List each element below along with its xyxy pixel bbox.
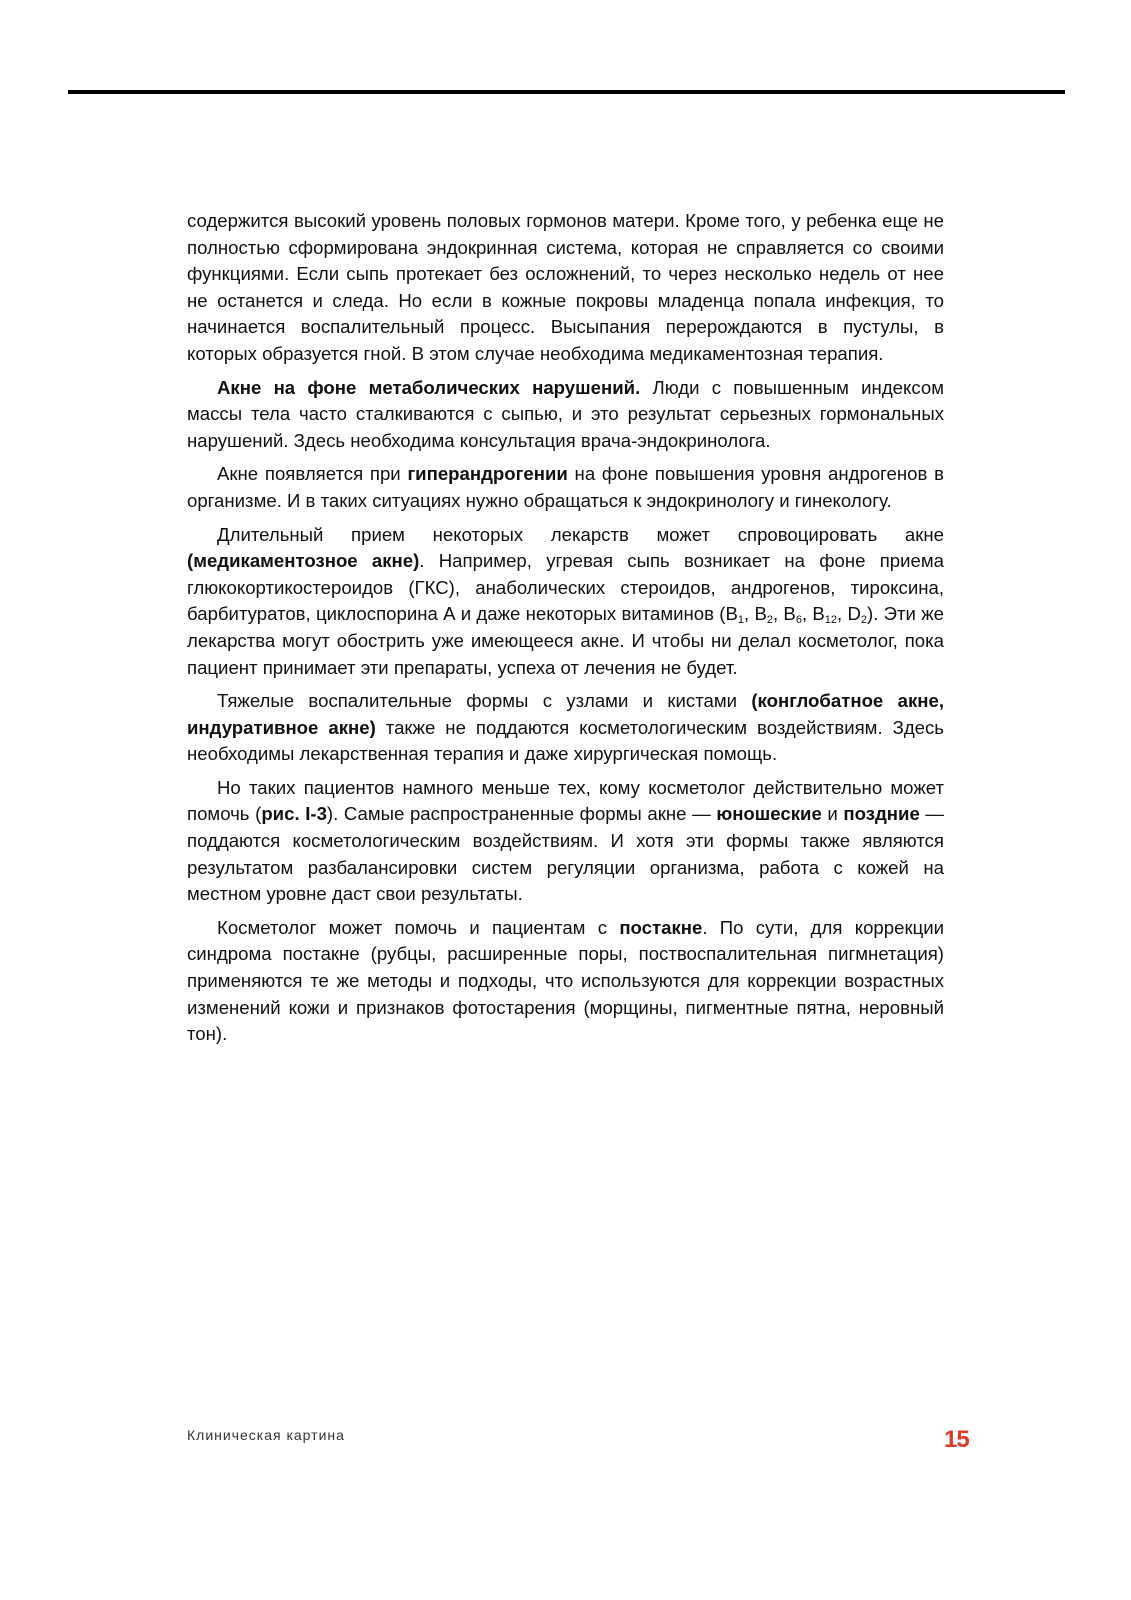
term-hyperandrogenism: гиперандрогении	[407, 463, 568, 485]
term-drug-induced-acne: (медикаментозное акне)	[187, 550, 420, 572]
term-post-acne: постакне	[619, 916, 703, 938]
term-conglobate-acne: (конглобатное акне, индуративное акне)	[187, 690, 944, 738]
body-text	[187, 208, 944, 1055]
paragraph-5: Тяжелые воспалительные формы с узлами и кистами (конглобатное акне, индуративное акне) также не поддаются косметологическим воздействиям. Здесь необходимы лекарственная терапия и даже хирургическая помощь.	[187, 690, 944, 765]
paragraph-3: Акне появляется при гиперандрогении на фоне повышения уровня андрогенов в организме. И в таких ситуациях нужно обращаться к эндокринологу и гинекологу.	[187, 463, 944, 511]
figure-reference: рис. I-3	[261, 803, 327, 825]
term-juvenile: юношеские	[716, 803, 822, 825]
paragraph-2-heading: Акне на фоне метаболических нарушений.	[217, 376, 641, 398]
header-rule	[68, 90, 1065, 94]
page-number: 15	[944, 1426, 969, 1453]
footer-section-label: Клиническая картина	[187, 1427, 345, 1443]
term-late: поздние	[843, 803, 920, 825]
paragraph-4: Длительный прием некоторых лекарств может спровоцировать акне (медикаментозное акне). Например, угревая сыпь возникает на фоне приема глюкокортикостероидов (ГКС), анаболических стероидов, андрогенов, тироксина, барбитуратов, циклоспорина А и даже некоторых витаминов ($B_1$, $B_2$, $B_6$, $B_{12}$, $D_2$). Эти же лекарства могут обострить уже имеющееся акне. И чтобы ни делал косметолог, пока пациент принимает эти препараты, успеха от лечения не будет.	[187, 523, 944, 678]
paragraph-7: Косметолог может помочь и пациентам с постакне. По сути, для коррекции синдрома постакне (рубцы, расширенные поры, поствоспалительная пигмнетация) применяются те же методы и подходы, что используются для коррекции возрастных изменений кожи и признаков фотостарения (морщины, пигментные пятна, неровный тон).	[187, 916, 944, 1045]
paragraph-2: Акне на фоне метаболических нарушений. Люди с повышенным индексом массы тела часто сталкиваются с сыпью, и это результат серьезных гормональных нарушений. Здесь необходима консультация врача-эндокринолога.	[187, 376, 944, 451]
paragraph-1: содержится высокий уровень половых гормонов матери. Кроме того, у ребенка еще не полностью сформирована эндокринная система, которая не справляется со своими функциями. Если сыпь протекает без осложнений, то через несколько недель от нее не останется и следа. Но если в кожные покровы младенца попала инфекция, то начинается воспалительный процесс. Высыпания перерождаются в пустулы, в которых образуется гной. В этом случае необходима медикаментозная терапия.	[187, 210, 944, 364]
paragraph-6: Но таких пациентов намного меньше тех, кому косметолог действительно может помочь (рис. I-3). Самые распространенные формы акне — юношеские и поздние — поддаются косметологическим воздействиям. И хотя эти формы также являются результатом разбалансировки систем регуляции организма, работа с кожей на местном уровне даст свои результаты.	[187, 776, 945, 905]
